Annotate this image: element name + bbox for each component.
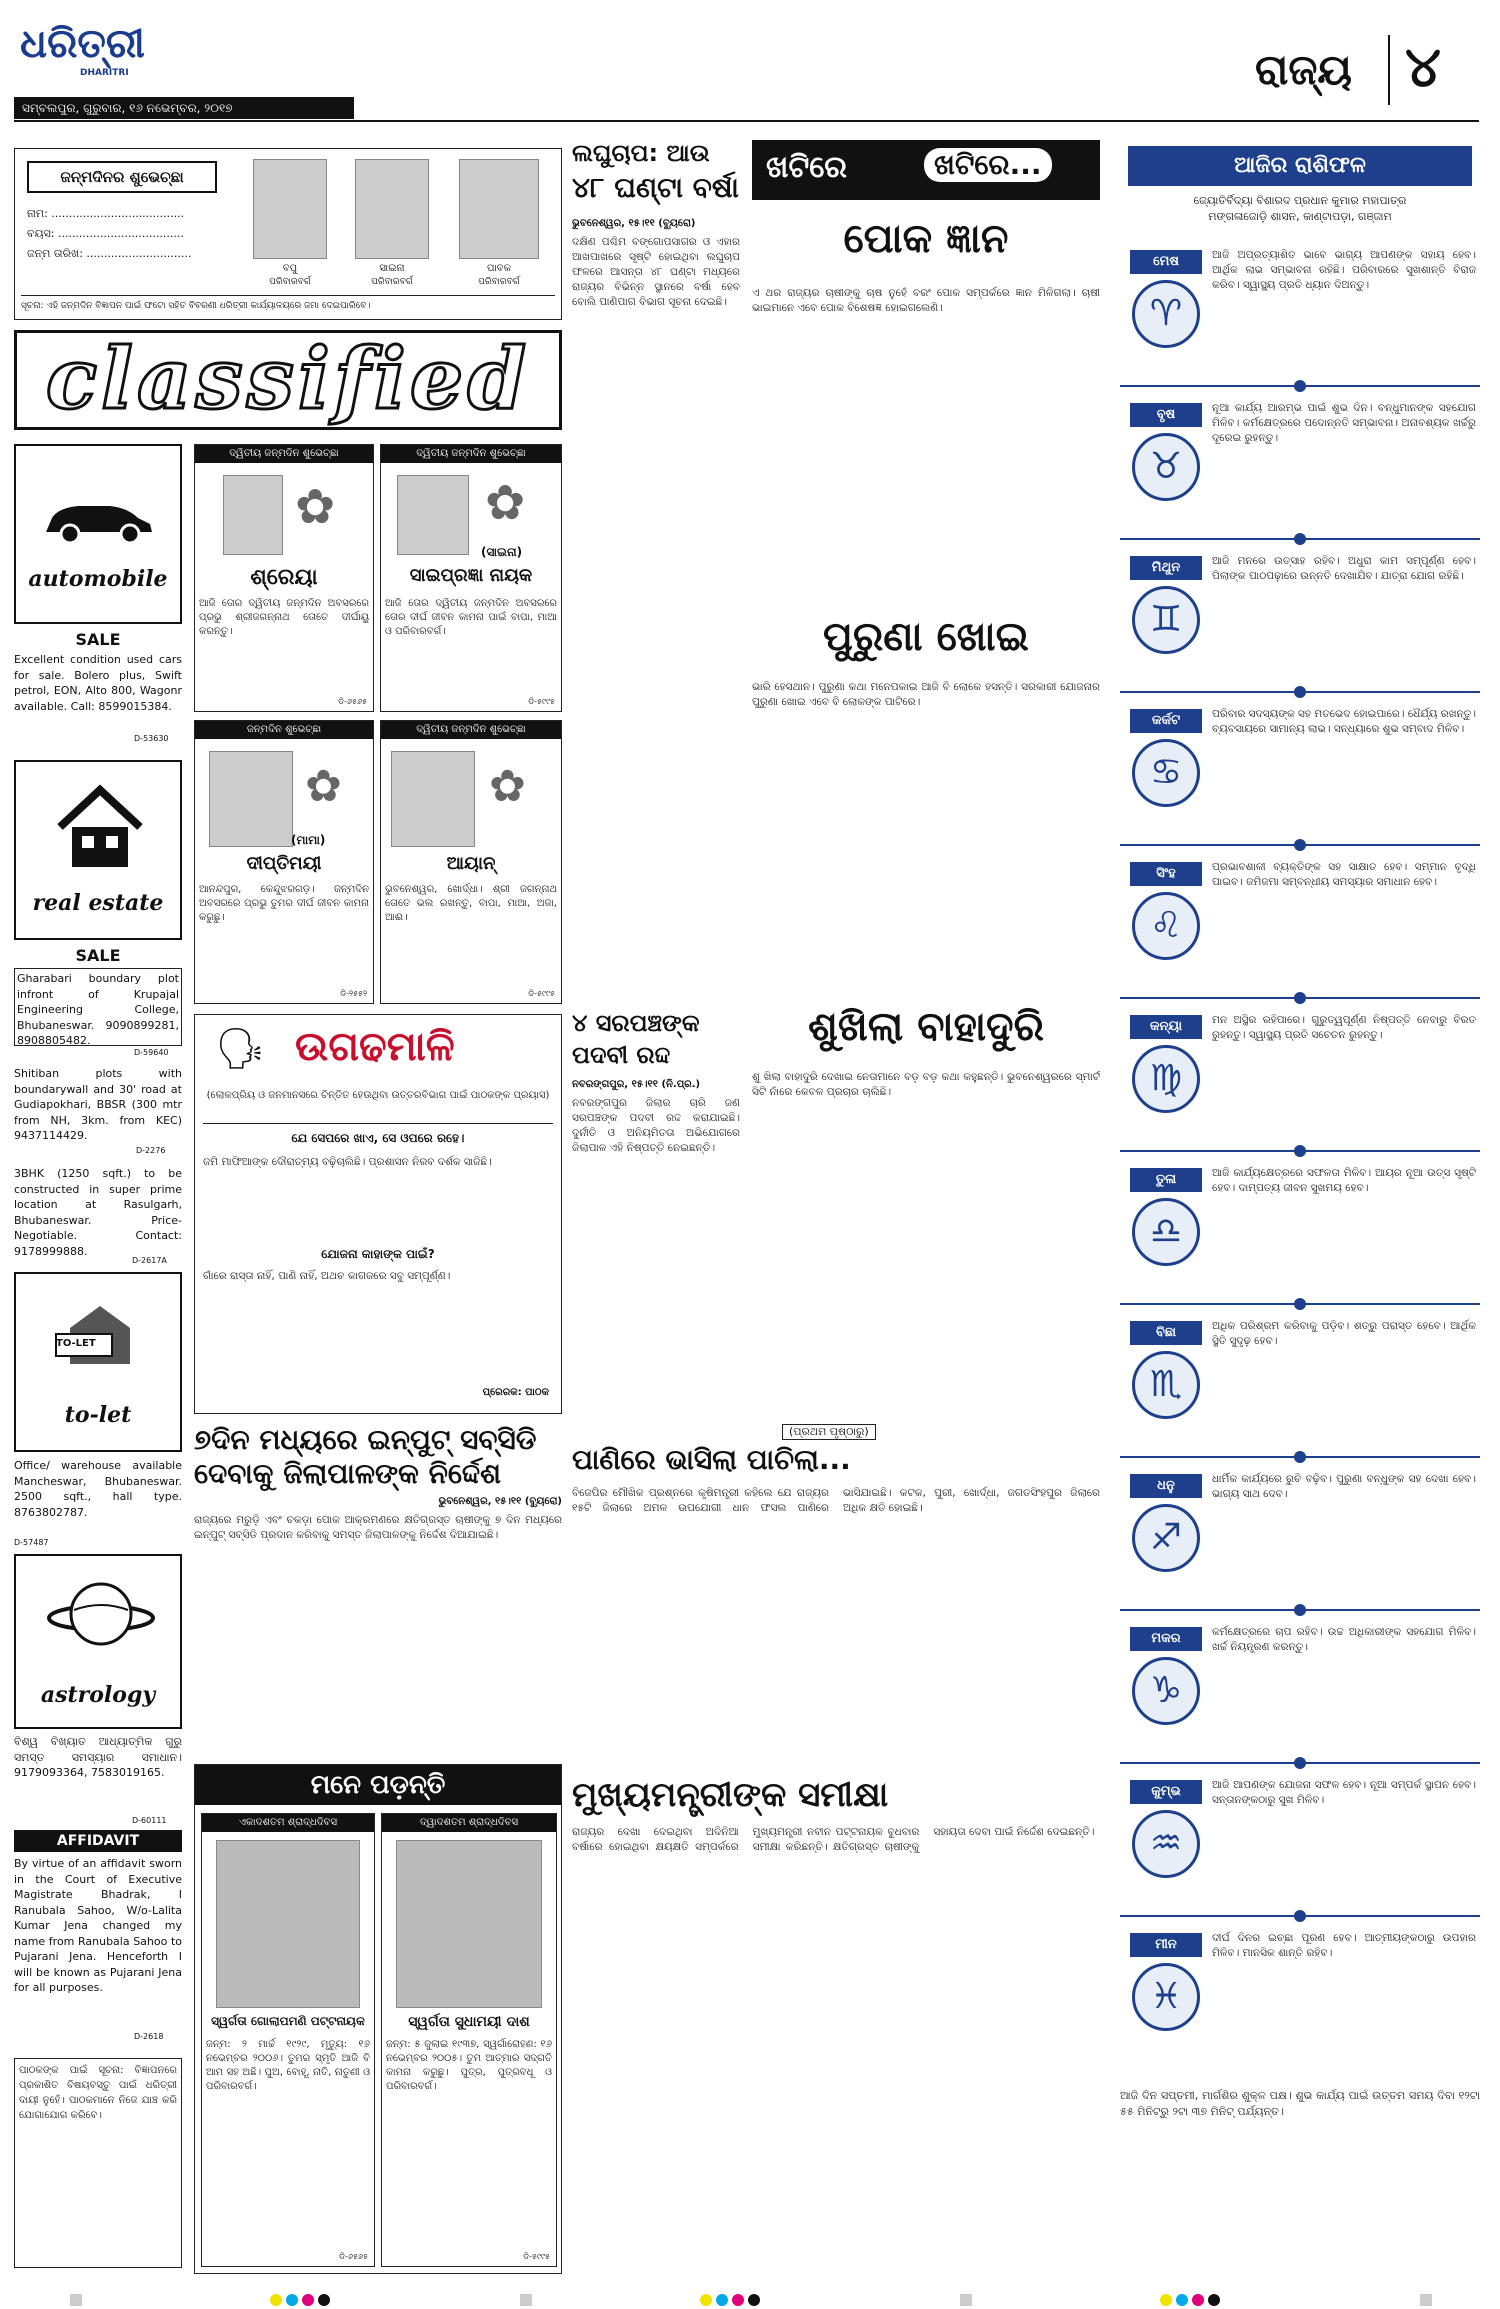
divider-dot-icon <box>1294 1757 1306 1769</box>
photo-sudhamayee <box>396 1840 542 2008</box>
zodiac-icon: ♎ <box>1132 1198 1200 1266</box>
auto-text: Excellent condition used cars for sale. Bolero plus, Swift petrol, EON, Alto 800, Wagonr available. Call: 8599015384. <box>14 653 182 713</box>
rashi-text: ଅଧିକ ପରିଶ୍ରମ କରିବାକୁ ପଡ଼ିବ। ଶତ୍ରୁ ପରାସ୍ତ ହେବେ। ଆର୍ଥିକ ସ୍ଥିତି ସୁଦୃଢ଼ ହେବ। <box>1212 1320 1476 1347</box>
rashi-footer: ଆଜି ଦିନ ସପ୍ତମୀ, ମାର୍ଗଶିର ଶୁକ୍ଳ ପକ୍ଷ। ଶୁଭ କାର୍ଯ୍ୟ ପାଇଁ ଉତ୍ତମ ସମୟ ଦିବା ୧୨ଟା ୫୫ ମିନିଟ୍‌ରୁ ୨ଟା ୩୭ ମିନିଟ୍ ପର୍ଯ୍ୟନ୍ତ। <box>1120 2089 1480 2118</box>
speaker-icon: 🗣 <box>215 1026 266 1072</box>
rashi-item <box>1120 1770 1480 1923</box>
car-icon <box>38 496 158 546</box>
tolet-sign-icon <box>50 1298 150 1368</box>
rashi-item <box>1120 240 1480 393</box>
zodiac-icon: ♉ <box>1132 433 1200 501</box>
rashi-text: ଆଜି ମନରେ ଉତ୍ସାହ ରହିବ। ଅଧୁରା କାମ ସମ୍ପୂର୍ଣ୍ଣ ହେବ। ପିଲାଙ୍କ ପାଠପଢ଼ାରେ ଉନ୍ନତି ଦେଖାଯିବ। ଯାତ୍ରା ଯୋଗ ରହିଛି। <box>1212 555 1476 582</box>
section-title: ରାଜ୍ୟ <box>1255 45 1353 94</box>
rashi-label: ବିଛା <box>1130 1321 1202 1345</box>
story-cm-review: ମୁଖ୍ୟମନ୍ତ୍ରୀଙ୍କ ସମୀକ୍ଷା ରାଜ୍ୟର ଦେଖା ଦେଇଥିବା ଅଦିନିଆ ବର୍ଷାରେ ହୋଇଥିବା କ୍ଷୟକ୍ଷତି ସମ୍ପର୍କରେ ମୁଖ୍ୟମନ୍ତ୍ରୀ ନବୀନ ପଟ୍ଟନାୟକ ବୁଧବାର ସମୀକ୍ଷା କରିଛନ୍ତି। କ୍ଷତିଗ୍ରସ୍ତ ଚାଷୀଙ୍କୁ ସହାୟତା ଦେବା ପାଇଁ ନିର୍ଦ୍ଦେଶ ଦେଇଛନ୍ତି। <box>572 1775 1095 1854</box>
dateline: ସମ୍ବଲପୁର, ଗୁରୁବାର, ୧୬ ନଭେମ୍ବର, ୨୦୧୭ <box>14 97 354 119</box>
rashi-divider <box>1120 385 1480 387</box>
rashi-divider <box>1120 1915 1480 1917</box>
rashi-divider <box>1120 538 1480 540</box>
affidavit-heading: AFFIDAVIT <box>14 1830 182 1852</box>
photo-golapmani <box>216 1840 360 2008</box>
rashi-label: ସିଂହ <box>1130 862 1202 886</box>
rashi-label: କର୍କଟ <box>1130 709 1202 733</box>
rashi-text: ଆଜି ଆପଣଙ୍କ ଯୋଜନା ସଫଳ ହେବ। ନୂଆ ସମ୍ପର୍କ ସ୍ଥାପନ ହେବ। ସନ୍ତାନଙ୍କଠାରୁ ସୁଖ ମିଳିବ। <box>1212 1779 1476 1806</box>
birthday-box: ଜନ୍ମଦିନର ଶୁଭେଚ୍ଛା ନାମ: ...................................... ବୟସ: .................................... ଜନ୍ମ ତାରିଖ: .............................. ବପୁ ପରିବାରବର୍ଗ ସାଇନା ପରିବାରବର୍ଗ ପାବକ ପରିବାରବର୍ଗ ସୂଚନା: ଏହି ଜନ୍ମଦିନ ବିଜ୍ଞାପନ ପାଇଁ ଫଟୋ ସହିତ ବିବରଣୀ ଧରିତ୍ରୀ କାର୍ଯ୍ୟାଳୟରେ ଜମା ଦେଇପାରିବେ। <box>14 148 562 320</box>
story-pani: (ପ୍ରଥମ ପୃଷ୍ଠାରୁ) ପାଣିରେ ଭାସିଲା ପାଚିଲା... ବିଜେପିର ମୌଖିକ ପ୍ରଶ୍ନରେ କୃଷିମନ୍ତ୍ରୀ କହିଲେ ଯେ ରାଜ୍ୟର ୧୫ଟି ଜିଲାରେ ଅମଳ ଉପଯୋଗୀ ଧାନ ଫସଲ ପାଣିରେ ଭାସିଯାଇଛି। କଟକ, ପୁରୀ, ଖୋର୍ଦ୍ଧା, ଜଗତସିଂହପୁର ଜିଲାରେ ଅଧିକ କ୍ଷତି ହୋଇଛି। <box>572 1425 1100 1514</box>
zodiac-icon: ♏ <box>1132 1351 1200 1419</box>
rashi-label: ମେଷ <box>1130 250 1202 274</box>
rashi-item <box>1120 1464 1480 1617</box>
realestate-ad: real estate <box>14 760 182 940</box>
divider-dot-icon <box>1294 1910 1306 1922</box>
divider-dot-icon <box>1294 1145 1306 1157</box>
khatire-band: ଖଟିରେ ଖଟିରେ... <box>752 140 1100 200</box>
rashi-text: ଆଜି ଅପ୍ରତ୍ୟାଶିତ ଭାବେ ଭାଗ୍ୟ ଆପଣଙ୍କ ସହାୟ ହେବ। ଆର୍ଥିକ ଲାଭ ସମ୍ଭାବନା ରହିଛି। ପରିବାରରେ ସୁଖଶାନ୍ତି ବିରାଜ କରିବ। ସ୍ୱାସ୍ଥ୍ୟ ପ୍ରତି ଧ୍ୟାନ ଦିଅନ୍ତୁ। <box>1212 249 1476 291</box>
flower-icon: ✿ <box>489 761 526 812</box>
rashi-divider <box>1120 1150 1480 1152</box>
bday-card-ayan: ଦ୍ୱିତୀୟ ଜନ୍ମଦିନ ଶୁଭେଚ୍ଛା ✿ ଆୟାନ୍ ଭୁବନେଶ୍ୱର, ଖୋର୍ଦ୍ଧା। ଶ୍ରୀ ଜଗନ୍ନାଥ ତୋତେ ଭଲ ରଖନ୍ତୁ, ବାପା, ମାଆ, ଅଜା, ଆଈ। ଡି-୫୯୯୫ <box>380 720 562 1004</box>
rashi-item <box>1120 546 1480 699</box>
bday-card-saipragyna: ଦ୍ୱିତୀୟ ଜନ୍ମଦିନ ଶୁଭେଚ୍ଛା ✿ (ସାଇନା) ସାଇପ୍ରଜ୍ଞା ନାୟକ ଆଜି ତୋର ଦ୍ୱିତୀୟ ଜନ୍ମଦିନ ଅବସରରେ ତୋର ଦୀର୍ଘ ଜୀବନ କାମନା ପାଇଁ ବାପା, ମାଆ ଓ ପରିବାରବର୍ଗ। ଡି-୫୯୯୫ <box>380 444 562 712</box>
divider-dot-icon <box>1294 533 1306 545</box>
automobile-ad: automobile <box>14 444 182 624</box>
zodiac-icon: ♋ <box>1132 739 1200 807</box>
story-rain: ଲଘୁଚାପ: ଆଉ ୪୮ ଘଣ୍ଟା ବର୍ଷା ଭୁବନେଶ୍ୱର, ୧୫।୧୧ (ବ୍ୟୁରୋ) ଦକ୍ଷିଣ ପଶ୍ଚିମ ବଙ୍ଗୋପସାଗର ଓ ଏହାର ଆଖପାଖରେ ସୃଷ୍ଟି ହୋଇଥିବା ଲଘୁଚାପ ଫଳରେ ଆସନ୍ତା ୪୮ ଘଣ୍ଟା ମଧ୍ୟରେ ରାଜ୍ୟର ବିଭିନ୍ନ ସ୍ଥାନରେ ବର୍ଷା ହେବ ବୋଲି ପାଣିପାଗ ବିଭାଗ ସୂଚନା ଦେଇଛି। <box>572 139 740 308</box>
rashi-label: ମକର <box>1130 1627 1202 1651</box>
rashi-divider <box>1120 1609 1480 1611</box>
rashi-text: ପ୍ରଭାବଶାଳୀ ବ୍ୟକ୍ତିଙ୍କ ସହ ସାକ୍ଷାତ ହେବ। ସମ୍ମାନ ବୃଦ୍ଧି ପାଇବ। ଜମିଜମା ସମ୍ବନ୍ଧୀୟ ସମସ୍ୟାର ସମାଧାନ ହେବ। <box>1212 861 1476 888</box>
zodiac-icon: ♊ <box>1132 586 1200 654</box>
rashi-item <box>1120 699 1480 852</box>
zodiac-icon: ♑ <box>1132 1657 1200 1725</box>
mane-padanti-box: ମନେ ପଡ଼ନ୍ତି ଏକାଦଶତମ ଶ୍ରାଦ୍ଧଦିବସ ସ୍ୱର୍ଗତା ଗୋଲାପମଣି ପଟ୍ଟନାୟକ ଜନ୍ମ: ୨ ମାର୍ଚ୍ଚ ୧୯୨୯, ମୃତ୍ୟୁ: ୧୬ ନଭେମ୍ବର ୨୦୦୬। ତୁମର ସ୍ମୃତି ଆଜି ବି ଆମ ସହ ଅଛି। ପୁଅ, ବୋହୂ, ନାତି, ନାତୁଣୀ ଓ ପରିବାରବର୍ଗ। ଡି-୬୫୬୫ ଦ୍ୱାଦଶତମ ଶ୍ରାଦ୍ଧଦିବସ ସ୍ୱର୍ଗତା ସୁଧାମୟୀ ଦାଶ ଜନ୍ମ: ୫ ଜୁଲାଇ ୧୯୩୭, ସ୍ୱର୍ଗାରୋହଣ: ୧୬ ନଭେମ୍ବର ୨୦୦୫। ତୁମ ଆତ୍ମାର ସଦ୍‌ଗତି କାମନା କରୁଛୁ। ପୁତ୍ର, ପୁତ୍ରବଧୂ ଓ ପରିବାରବର୍ଗ। ଡି-୫୯୯୫ <box>194 1764 562 2274</box>
masthead-logo <box>20 22 160 70</box>
bday-card-shreya: ଦ୍ୱିତୀୟ ଜନ୍ମଦିନ ଶୁଭେଚ୍ଛା ✿ ଶ୍ରେୟା ଆଜି ତୋର ଦ୍ୱିତୀୟ ଜନ୍ମଦିନ ଅବସରରେ ପ୍ରଭୁ ଶ୍ରୀଜଗନ୍ନାଥ ତୋତେ ଦୀର୍ଘାୟୁ କରନ୍ତୁ। ଡି-୬୫୬୫ <box>194 444 374 712</box>
house-icon <box>50 782 150 872</box>
tolet-ad: TO-LET to-let <box>14 1272 182 1452</box>
rashi-text: ଆଜି କାର୍ଯ୍ୟକ୍ଷେତ୍ରରେ ସଫଳତା ମିଳିବ। ଆୟର ନୂଆ ଉତ୍ସ ସୃଷ୍ଟି ହେବ। ଦାମ୍ପତ୍ୟ ଜୀବନ ସୁଖମୟ ହେବ। <box>1212 1167 1476 1194</box>
flower-icon: ✿ <box>295 479 336 535</box>
rashi-item <box>1120 1311 1480 1464</box>
planet-icon <box>46 1570 156 1660</box>
zodiac-icon: ♒ <box>1132 1810 1200 1878</box>
rashi-text: ନୂଆ କାର୍ଯ୍ୟ ଆରମ୍ଭ ପାଇଁ ଶୁଭ ଦିନ। ବନ୍ଧୁମାନଙ୍କ ସହଯୋଗ ମିଳିବ। କର୍ମକ୍ଷେତ୍ରରେ ପଦୋନ୍ନତି ସମ୍ଭାବନା। ଅନାବଶ୍ୟକ ଖର୍ଚ୍ଚରୁ ଦୂରେଇ ରୁହନ୍ତୁ। <box>1212 402 1476 444</box>
logo-sub: DHARITRI <box>80 68 129 78</box>
rashi-text: ଦୀର୍ଘ ଦିନର ଇଚ୍ଛା ପୂରଣ ହେବ। ଆତ୍ମୀୟଙ୍କଠାରୁ ଉପହାର ମିଳିବ। ମାନସିକ ଶାନ୍ତି ରହିବ। <box>1212 1932 1476 1959</box>
rashi-label: ମିଥୁନ <box>1130 556 1202 580</box>
photo-pabak <box>459 159 539 259</box>
rashi-divider <box>1120 1762 1480 1764</box>
logo-text: ଧରିତ୍ରୀ <box>20 20 145 67</box>
rashi-item <box>1120 393 1480 546</box>
rashi-text: କର୍ମକ୍ଷେତ୍ରରେ ଚାପ ରହିବ। ଉଚ୍ଚ ଅଧିକାରୀଙ୍କ ସହଯୋଗ ମିଳିବ। ଖର୍ଚ୍ଚ ନିୟନ୍ତ୍ରଣ କରନ୍ତୁ। <box>1212 1626 1476 1653</box>
photo-ayan <box>391 751 475 847</box>
photo-shreya <box>223 475 283 555</box>
zodiac-icon: ♌ <box>1132 892 1200 960</box>
flower-icon: ✿ <box>305 761 342 812</box>
photo-diptimayee <box>209 751 293 847</box>
rashi-label: କୁମ୍ଭ <box>1130 1780 1202 1804</box>
divider-dot-icon <box>1294 380 1306 392</box>
photo-bapu <box>253 159 327 259</box>
rashi-label: ଧନୁ <box>1130 1474 1202 1498</box>
divider-dot-icon <box>1294 1451 1306 1463</box>
rashi-item <box>1120 1158 1480 1311</box>
rashi-divider <box>1120 1303 1480 1305</box>
bday-card-diptimayee: ଜନ୍ମଦିନ ଶୁଭେଚ୍ଛା ✿ (ମାମା) ଦୀପ୍ତିମୟୀ ଆନନ୍ଦପୁର, କେନ୍ଦୁଝରଗଡ଼। ଜନ୍ମଦିନ ଅବସରରେ ପ୍ରଭୁ ତୁମର ଦୀର୍ଘ ଜୀବନ କାମନା କରୁଛୁ। ଡି-୨୫୫୨ <box>194 720 374 1004</box>
rashi-label: ତୁଳା <box>1130 1168 1202 1192</box>
photo-saina <box>355 159 429 259</box>
divider-dot-icon <box>1294 1298 1306 1310</box>
birthday-title: ଜନ୍ମଦିନର ଶୁଭେଚ୍ଛା <box>27 161 217 193</box>
divider-dot-icon <box>1294 992 1306 1004</box>
photo-saipragyna <box>397 475 469 555</box>
rashi-list <box>1120 240 1480 2080</box>
zodiac-icon: ♈ <box>1132 280 1200 348</box>
rashi-label: କନ୍ୟା <box>1130 1015 1202 1039</box>
story-input-subsidy: ୭ଦିନ ମଧ୍ୟରେ ଇନ୍‌ପୁଟ୍ ସବ୍‌ସିଡି ଦେବାକୁ ଜିଲାପାଳଙ୍କ ନିର୍ଦ୍ଦେଶ ଭୁବନେଶ୍ୱର, ୧୫।୧୧ (ବ୍ୟୁରୋ) ରାଜ୍ୟରେ ମରୁଡ଼ି ଏବଂ ଚକଡ଼ା ପୋକ ଆକ୍ରମଣରେ କ୍ଷତିଗ୍ରସ୍ତ ଚାଷୀଙ୍କୁ ୭ ଦିନ ମଧ୍ୟରେ ଇନ୍‌ପୁଟ୍ ସବ୍‌ସିଡି ପ୍ରଦାନ କରିବାକୁ ସମସ୍ତ ଜିଲାପାଳଙ୍କୁ ନିର୍ଦ୍ଦେଶ ଦିଆଯାଇଛି। <box>194 1423 562 1542</box>
rashi-divider <box>1120 844 1480 846</box>
bday-grid <box>194 444 562 1004</box>
print-marks <box>0 2290 1500 2309</box>
rashi-column: ଆଜିର ରାଶିଫଳ ଜ୍ୟୋତିର୍ବିଦ୍ୟା ବିଶାରଦ ପ୍ରଧାନ କୁମାର ମହାପାତ୍ର ମଙ୍ଗଳାଜୋଡ଼ି ଶାସନ, କାଣ୍ଟାପଡ଼ା, ଗଞ୍ଜାମ ମେଷ ♈ ଆଜି ଅପ୍ରତ୍ୟାଶିତ ଭାବେ ଭାଗ୍ୟ ଆପଣଙ୍କ ସହାୟ ହେବ। ଆର୍ଥିକ ଲାଭ ସମ୍ଭାବନା ରହିଛି। ପରିବାରରେ ସୁଖଶାନ୍ତି ବିରାଜ କରିବ। ସ୍ୱାସ୍ଥ୍ୟ ପ୍ରତି ଧ୍ୟାନ ଦିଅନ୍ତୁ। ବୃଷ ♉ ନୂଆ କାର୍ଯ୍ୟ ଆରମ୍ଭ ପାଇଁ ଶୁଭ ଦିନ। ବନ୍ଧୁମାନଙ୍କ ସହଯୋଗ ମିଳିବ। କର୍ମକ୍ଷେତ୍ରରେ ପଦୋନ୍ନତି ସମ୍ଭାବନା। ଅନାବଶ୍ୟକ ଖର୍ଚ୍ଚରୁ ଦୂରେଇ ରୁହନ୍ତୁ। ମିଥୁନ ♊ ଆଜି ମନରେ ଉତ୍ସାହ ରହିବ। ଅଧୁରା କାମ ସମ୍ପୂର୍ଣ୍ଣ ହେବ। ପିଲାଙ୍କ ପାଠପଢ଼ାରେ ଉନ୍ନତି ଦେଖାଯିବ। ଯାତ୍ରା ଯୋଗ ରହିଛି। କର୍କଟ ♋ ପରିବାର ସଦସ୍ୟଙ୍କ ସହ ମତଭେଦ ହୋଇପାରେ। ଧୈର୍ଯ୍ୟ ରଖନ୍ତୁ। ବ୍ୟବସାୟରେ ସାମାନ୍ୟ ଲାଭ। ସନ୍ଧ୍ୟାରେ ଶୁଭ ସମ୍ବାଦ ମିଳିବ। ସିଂହ ♌ ପ୍ରଭାବଶାଳୀ ବ୍ୟକ୍ତିଙ୍କ ସହ ସାକ୍ଷାତ ହେବ। ସମ୍ମାନ ବୃଦ୍ଧି ପାଇବ। ଜମିଜମା ସମ୍ବନ୍ଧୀୟ ସମସ୍ୟାର ସମାଧାନ ହେବ। କନ୍ୟା ♍ ମନ ଅସ୍ଥିର ରହିପାରେ। ଗୁରୁତ୍ୱପୂର୍ଣ୍ଣ ନିଷ୍ପତ୍ତି ନେବାରୁ ବିରତ ରୁହନ୍ତୁ। ସ୍ୱାସ୍ଥ୍ୟ ପ୍ରତି ସଚେତନ ରୁହନ୍ତୁ। ତୁଳା ♎ ଆଜି କାର୍ଯ୍ୟକ୍ଷେତ୍ରରେ ସଫଳତା ମିଳିବ। ଆୟର ନୂଆ ଉତ୍ସ ସୃଷ୍ଟି ହେବ। ଦାମ୍ପତ୍ୟ ଜୀବନ ସୁଖମୟ ହେବ। ବିଛା ♏ ଅଧିକ ପରିଶ୍ରମ କରିବାକୁ ପଡ଼ିବ। ଶତ୍ରୁ ପରାସ୍ତ ହେବେ। ଆର୍ଥିକ ସ୍ଥିତି ସୁଦୃଢ଼ ହେବ। ଧନୁ ♐ ଧାର୍ମିକ କାର୍ଯ୍ୟରେ ରୁଚି ବଢ଼ିବ। ପୁରୁଣା ବନ୍ଧୁଙ୍କ ସହ ଦେଖା ହେବ। ଭାଗ୍ୟ ସାଥ ଦେବ। ମକର ♑ କର୍ମକ୍ଷେତ୍ରରେ ଚାପ ରହିବ। ଉଚ୍ଚ ଅଧିକାରୀଙ୍କ ସହଯୋଗ ମିଳିବ। ଖର୍ଚ୍ଚ ନିୟନ୍ତ୍ରଣ କରନ୍ତୁ। କୁମ୍ଭ ♒ ଆଜି ଆପଣଙ୍କ ଯୋଜନା ସଫଳ ହେବ। ନୂଆ ସମ୍ପର୍କ ସ୍ଥାପନ ହେବ। ସନ୍ତାନଙ୍କଠାରୁ ସୁଖ ମିଳିବ। ମୀନ ♓ ଦୀର୍ଘ ଦିନର ଇଚ୍ଛା ପୂରଣ ହେବ। ଆତ୍ମୀୟଙ୍କଠାରୁ ଉପହାର ମିଳିବ। ମାନସିକ ଶାନ୍ତି ରହିବ। ଆଜି ଦିନ ସପ୍ତମୀ, ମାର୍ଗଶିର ଶୁକ୍ଳ ପକ୍ଷ। ଶୁଭ କାର୍ଯ୍ୟ ପାଇଁ ଉତ୍ତମ ସମୟ ଦିବା ୧୨ଟା ୫୫ ମିନିଟ୍‌ରୁ ୨ଟା ୩୭ ମିନିଟ୍ ପର୍ଯ୍ୟନ୍ତ। <box>1120 140 1480 2290</box>
divider-dot-icon <box>1294 686 1306 698</box>
rashi-item <box>1120 1617 1480 1770</box>
classified-banner: classified <box>14 330 562 430</box>
rashi-divider <box>1120 1456 1480 1458</box>
rashi-text: ଧାର୍ମିକ କାର୍ଯ୍ୟରେ ରୁଚି ବଢ଼ିବ। ପୁରୁଣା ବନ୍ଧୁଙ୍କ ସହ ଦେଖା ହେବ। ଭାଗ୍ୟ ସାଥ ଦେବ। <box>1212 1473 1476 1500</box>
rashi-text: ମନ ଅସ୍ଥିର ରହିପାରେ। ଗୁରୁତ୍ୱପୂର୍ଣ୍ଣ ନିଷ୍ପତ୍ତି ନେବାରୁ ବିରତ ରୁହନ୍ତୁ। ସ୍ୱାସ୍ଥ୍ୟ ପ୍ରତି ସଚେତନ ରୁହନ୍ତୁ। <box>1212 1014 1476 1041</box>
rashi-item <box>1120 1005 1480 1158</box>
astrology-ad: astrology <box>14 1554 182 1729</box>
rashi-item <box>1120 852 1480 1005</box>
zodiac-icon: ♍ <box>1132 1045 1200 1113</box>
flower-icon: ✿ <box>485 475 526 531</box>
rashi-label: ମୀନ <box>1130 1933 1202 1957</box>
rashi-label: ବୃଷ <box>1130 403 1202 427</box>
zodiac-icon: ♐ <box>1132 1504 1200 1572</box>
story-sarpanch: ୪ ସରପଞ୍ଚଙ୍କ ପଦବୀ ରଦ୍ଦ ନବରଙ୍ଗପୁର, ୧୫।୧୧ (ନି.ପ୍ର.) ନବରଙ୍ଗପୁର ଜିଲାର ଚାରି ଜଣ ସରପଞ୍ଚଙ୍କ ପଦବୀ ରଦ୍ଦ କରାଯାଇଛି। ଦୁର୍ନୀତି ଓ ଅନିୟମିତତା ଅଭିଯୋଗରେ ଜିଲାପାଳ ଏହି ନିଷ୍ପତ୍ତି ନେଇଛନ୍ତି। <box>572 1009 740 1155</box>
rashi-divider <box>1120 691 1480 693</box>
memorial-sudhamayee: ଦ୍ୱାଦଶତମ ଶ୍ରାଦ୍ଧଦିବସ ସ୍ୱର୍ଗତା ସୁଧାମୟୀ ଦାଶ ଜନ୍ମ: ୫ ଜୁଲାଇ ୧୯୩୭, ସ୍ୱର୍ଗାରୋହଣ: ୧୬ ନଭେମ୍ବର ୨୦୦୫। ତୁମ ଆତ୍ମାର ସଦ୍‌ଗତି କାମନା କରୁଛୁ। ପୁତ୍ର, ପୁତ୍ରବଧୂ ଓ ପରିବାରବର୍ଗ। ଡି-୫୯୯୫ <box>381 1813 557 2267</box>
zodiac-icon: ♓ <box>1132 1963 1200 2031</box>
divider-dot-icon <box>1294 839 1306 851</box>
reader-notice: ପାଠକଙ୍କ ପାଇଁ ସୂଚନା: ବିଜ୍ଞାପନରେ ପ୍ରକାଶିତ ବିଷୟବସ୍ତୁ ପାଇଁ ଧରିତ୍ରୀ ଦାୟୀ ନୁହେଁ। ପାଠକମାନେ ନିଜେ ଯାଞ୍ଚ କରି ଯୋଗାଯୋଗ କରିବେ। <box>14 2058 182 2268</box>
rashi-text: ପରିବାର ସଦସ୍ୟଙ୍କ ସହ ମତଭେଦ ହୋଇପାରେ। ଧୈର୍ଯ୍ୟ ରଖନ୍ତୁ। ବ୍ୟବସାୟରେ ସାମାନ୍ୟ ଲାଭ। ସନ୍ଧ୍ୟାରେ ଶୁଭ ସମ୍ବାଦ ମିଳିବ। <box>1212 708 1476 735</box>
divider-dot-icon <box>1294 1604 1306 1616</box>
rashi-item <box>1120 1923 1480 2076</box>
ugaghamali-box: 🗣 ଉଗଢମାଳି (ଲୋକପ୍ରିୟ ଓ ଜନମାନସରେ ଚିନ୍ତିତ ହେଉଥିବା ଉତ୍ତରବିଭାଗ ପାଇଁ ପାଠକଙ୍କ ପ୍ରୟାସ) ଯେ ସେପରେ ଖାଏ, ସେ ଓପରେ ରହେ। ଜମି ମାଫିଆଙ୍କ ଦୌରାତ୍ମ୍ୟ ବଢ଼ିଚାଲିଛି। ପ୍ରଶାସନ ନିରବ ଦର୍ଶକ ସାଜିଛି। ଯୋଜନା କାହାଙ୍କ ପାଇଁ? ଗାଁରେ ରାସ୍ତା ନାହିଁ, ପାଣି ନାହିଁ, ଅଥଚ କାଗଜରେ ସବୁ ସମ୍ପୂର୍ଣ୍ଣ। ପ୍ରେରକ: ପାଠକ <box>194 1014 562 1414</box>
khatire-column: ଖଟିରେ ଖଟିରେ... ପୋକ ଜ୍ଞାନ ଏ ଥର ରାଜ୍ୟର ଚାଷୀଙ୍କୁ ଚାଷ ନୁହେଁ ବରଂ ପୋକ ସମ୍ପର୍କରେ ଜ୍ଞାନ ମିଳିଗଲା। ଚାଷୀ ଭାଇମାନେ ଏବେ ପୋକ ବିଶେଷଜ୍ଞ ହୋଇଗଲେଣି। ପୁରୁଣା ଖୋଇ ଭାରି ହେସଥାନ। ପୁରୁଣା କଥା ମନେପକାଇ ଆଜି ବି ଲୋକେ ହସନ୍ତି। ସରକାରୀ ଯୋଜନାର ପୁରୁଣା ଖୋଇ ଏବେ ବି ଲୋକଙ୍କ ପାଟିରେ। ଶୁଖିଲା ବାହାଦୁରି ଶୁ ଖିଲା ବାହାଦୁରି ଦେଖାଇ ନେତାମାନେ ବଡ଼ ବଡ଼ କଥା କହୁଛନ୍ତି। ଭୁବନେଶ୍ୱରରେ ସ୍ମାର୍ଟ ସିଟି ନାଁରେ କେବଳ ପ୍ରଚାର ଚାଲିଛି। <box>752 140 1100 1410</box>
rashi-divider <box>1120 997 1480 999</box>
page-number: ୪ <box>1405 35 1441 100</box>
memorial-golapmani: ଏକାଦଶତମ ଶ୍ରାଦ୍ଧଦିବସ ସ୍ୱର୍ଗତା ଗୋଲାପମଣି ପଟ୍ଟନାୟକ ଜନ୍ମ: ୨ ମାର୍ଚ୍ଚ ୧୯୨୯, ମୃତ୍ୟୁ: ୧୬ ନଭେମ୍ବର ୨୦୦୬। ତୁମର ସ୍ମୃତି ଆଜି ବି ଆମ ସହ ଅଛି। ପୁଅ, ବୋହୂ, ନାତି, ନାତୁଣୀ ଓ ପରିବାରବର୍ଗ। ଡି-୬୫୬୫ <box>201 1813 375 2267</box>
